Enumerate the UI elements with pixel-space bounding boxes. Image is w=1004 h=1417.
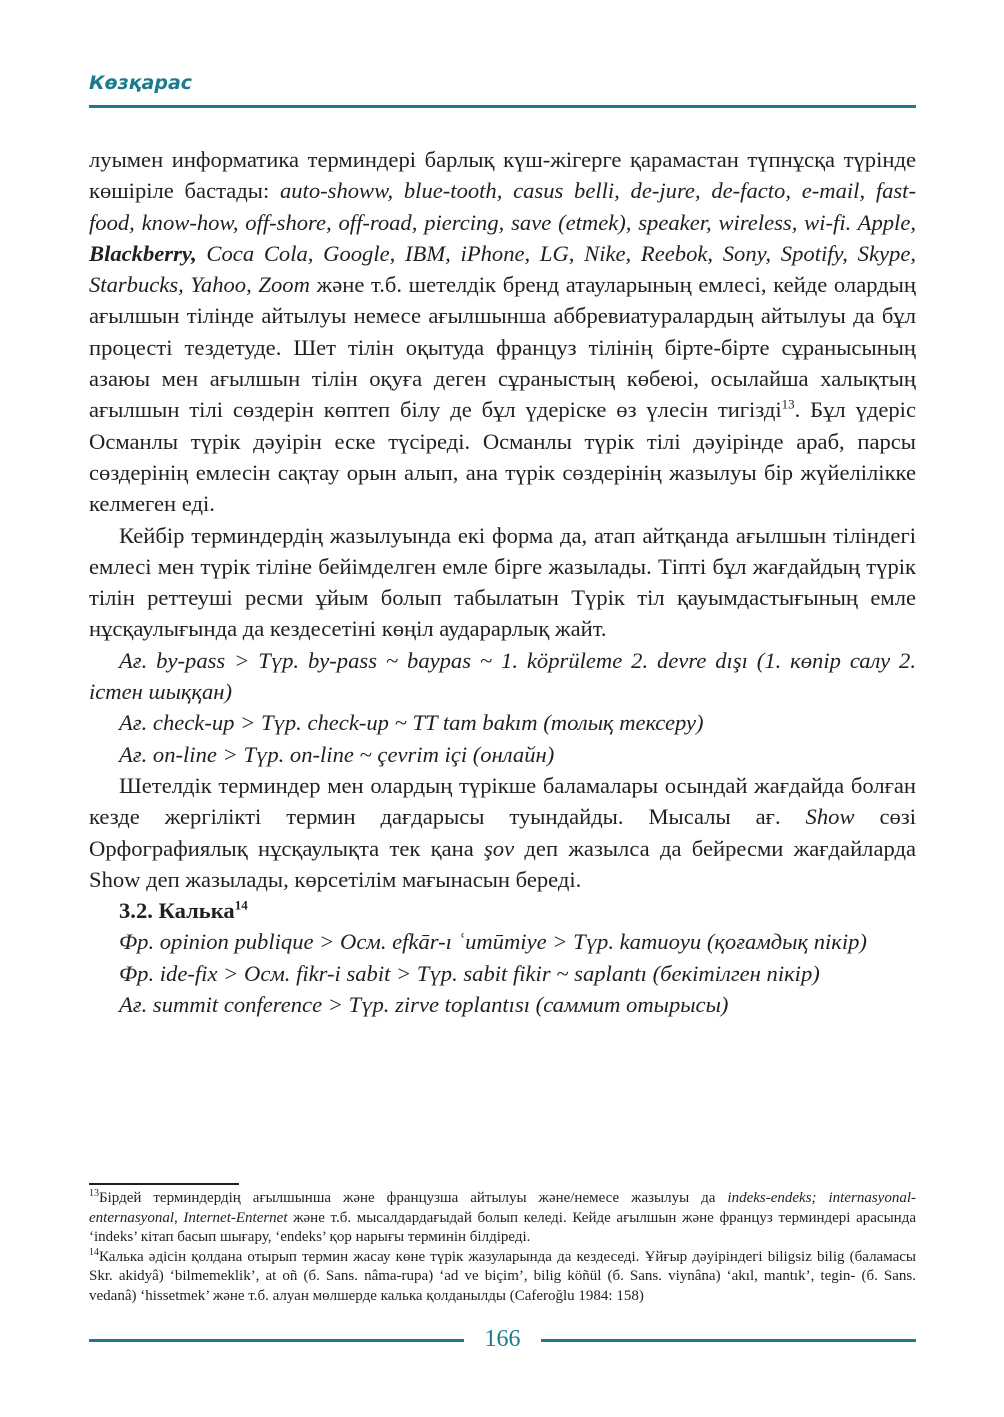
footnote-13-text-b: және т.б. мысалдардағыдай болып келеді. Кейде ағылшын және француз терминдері арасында ‘indeks’ кітап басып шығару, ‘endeks’ қор нарығы терминін білдіреді. (89, 1209, 916, 1245)
p3-text-a: Шетелдік терминдер мен олардың түрікше баламалары осындай жағдайда болған кезде жергілікті термин дағдарысы туындайды. Мысалы ағ. (89, 772, 916, 830)
header-rule (89, 105, 916, 108)
footnote-13 (89, 1189, 916, 1248)
p1-text-c: . Бұл үдеріс Османлы түрік дәуірін еске түсіреді. Османлы түрік тілі дәуірінде араб, парсы сөздерінің емлесін сақтау орын алып, ана түрік сөздерінің жазылуы бір жүйелілікке келмеген еді. (89, 397, 916, 517)
example-5: Фр. ide-fix > Осм. fikr-i sabit > Түр. sabit fikir ~ saplantı (бекітілген пікір) (119, 960, 820, 986)
footnote-14 (89, 1248, 916, 1307)
section-heading-text: 3.2. Калька (119, 898, 235, 924)
example-3: Ағ. on-line > Түр. on-line ~ çevrim içi (онлайн) (119, 741, 555, 767)
footnotes (89, 1189, 916, 1306)
example-1: Ағ. by-pass > Түр. by-pass ~ baypas ~ 1. köprüleme 2. devre dışı (1. көпір салу 2. істен шыққан) (89, 647, 916, 705)
footnote-ref-13: 13 (781, 396, 795, 412)
footnote-13-text-a: Бірдей терминдердің ағылшынша және французша айтылуы және/немесе жазылуы да (99, 1190, 728, 1206)
footnote-rule (89, 1183, 239, 1185)
p1-brand-names: Coca Cola, Google, IBM, iPhone, LG, Nike, Reebok, Sony, Spotify, Skype, Starbucks, Yahoo, Zoom (89, 240, 916, 298)
p1-text-a: луымен информатика терминдері барлық күш-жігерге қарамастан түпнұсқа түрінде көшіріле бастады: (89, 147, 916, 204)
footer-rule-right (541, 1339, 916, 1342)
footnote-14-marker: 14 (89, 1246, 99, 1258)
running-title: Көзқарас (89, 72, 193, 94)
section-heading (89, 895, 916, 926)
footnote-13-italic: indeks-endeks; internasyonal-enternasyonal, Internet-Enternet (89, 1190, 916, 1226)
p3-text-b: сөзі Орфографиялық нұсқаулықта тек қана (89, 804, 916, 861)
paragraph-3 (89, 770, 916, 895)
paragraph-1 (89, 144, 916, 520)
p1-italic-terms: auto-showw, blue-tooth, casus belli, de-jure, de-facto, e-mail, fast-food, know-how, off-shore, off-road, piercing, save (etmek), speaker, wireless, wi-fi. Apple, (89, 178, 916, 235)
p3-text-c: деп жазылса да бейресми жағдайларда Show деп жазылады, көрсетілім мағынасын береді. (89, 835, 916, 892)
p3-italic-sov: şov (484, 835, 515, 861)
example-4: Фр. opinion publique > Осм. efkār-ı ʿumūmiye > Түр. kamuoyu (қоғамдық пікір) (119, 929, 867, 955)
main-text (89, 144, 916, 1020)
example-6: Ағ. summit conference > Түр. zirve toplantısı (саммит отырысы) (119, 992, 729, 1018)
p3-italic-show: Show (805, 804, 855, 830)
p1-bold-term: Blackberry, (89, 240, 197, 266)
footnote-14-text: Калька әдісін қолдана отырып термин жасау көне түрік жазуларында да кездеседі. Ұйғыр дәуіріндегі biligsiz bilig (баламасы Skr. akidyâ) ‘bilmemeklik’, at oñ (б. Sans. nâma-rupa) ‘ad ve biçim’, bilig köñül (б. Sans. viynâna) ‘akıl, mantık’, tegin- (б. Sans. vedanâ) ‘hissetmek’ және т.б. алуан мөлшерде калька қолданылды (Caferoğlu 1984: 158) (89, 1248, 916, 1304)
p1-text-b: және т.б. шетелдік бренд атауларының емлесі, кейде олардың ағылшын тілінде айтылуы немесе ағылшынша аббревиатуралардың айтылуы да бұл процесті тездетуде. Шет тілін оқытуда француз тілінің бірте-бірте сұранысының азаюы мен ағылшын тілін оқуға деген сұраныстың көбеюі, осылайша халықтың ағылшын тілі сөздерін көптеп білу де бұл үдеріске өз үлесін тигізді (89, 272, 916, 423)
footer-rule-left (89, 1339, 464, 1342)
page-number: 166 (484, 1326, 521, 1352)
footnote-ref-14: 14 (234, 897, 248, 913)
paragraph-2: Кейбір терминдердің жазылуында екі форма да, атап айтқанда ағылшын тіліндегі емлесі мен түрік тіліне бейімделген емле бірге жазылады. Тіпті бұл жағдайдың түрік тілін реттеуші ресми ұйым болып табылатын Түрік тіл қауымдастығының емле нұсқаулығында да кездесетіні көңіл аударарлық жайт. (89, 522, 916, 642)
footnote-13-marker: 13 (89, 1188, 99, 1199)
example-2: Ағ. check-up > Түр. check-up ~ TT tam bakım (толық тексеру) (119, 710, 704, 736)
